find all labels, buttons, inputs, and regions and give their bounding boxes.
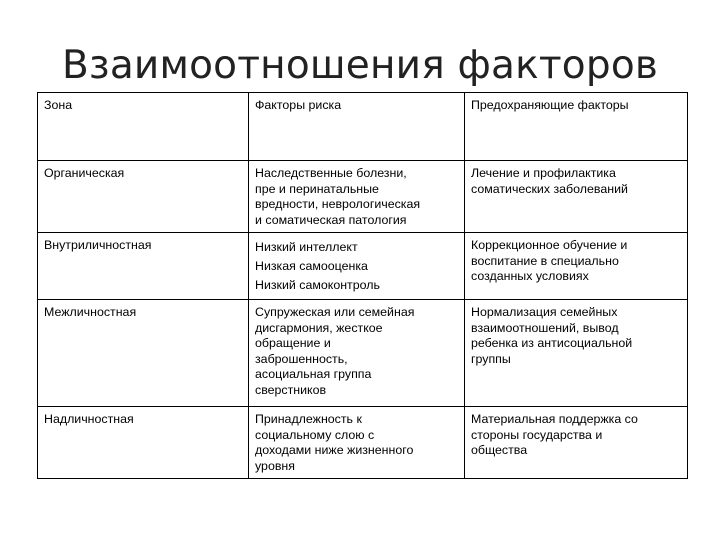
cell-line: Низкий самоконтроль	[255, 278, 380, 292]
risk-cell	[249, 300, 465, 407]
cell-line: взаимоотношений, вывод	[471, 320, 619, 335]
cell-line: сверстников	[255, 382, 327, 397]
cell-line: и соматическая патология	[255, 212, 407, 227]
header-risk-factors: Факторы риска	[249, 93, 465, 161]
cell-line: Материальная поддержка со	[471, 412, 638, 426]
zone-cell: Межличностная	[38, 300, 249, 407]
cell-line: ребенка из антисоциальной	[471, 336, 633, 350]
table-row	[38, 300, 688, 407]
cell-line: соматических заболеваний	[471, 181, 628, 196]
factors-table	[37, 92, 688, 479]
cell-line: Лечение и профилактика	[471, 166, 616, 180]
protective-cell	[465, 407, 688, 479]
cell-line: уровня	[255, 458, 295, 473]
cell-line: пре и перинатальные	[255, 181, 379, 196]
cell-line: Коррекционное обучение и	[471, 238, 628, 252]
cell-line: Супружеская или семейная	[255, 305, 415, 319]
header-protective-factors: Предохраняющие факторы	[465, 93, 688, 161]
cell-line: созданных условиях	[471, 269, 589, 283]
cell-line: социальному слою с	[255, 427, 375, 442]
cell-line: воспитание в специально	[471, 253, 619, 268]
table-row	[38, 161, 688, 233]
cell-line: Наследственные болезни,	[255, 166, 407, 180]
cell-line: доходами ниже жизненного	[255, 443, 414, 457]
cell-line: группы	[471, 351, 511, 366]
zone-cell: Надличностная	[38, 407, 249, 479]
cell-line: общества	[471, 443, 528, 457]
cell-line: Низкая самооценка	[255, 259, 368, 273]
cell-line: Принадлежность к	[255, 412, 362, 426]
risk-cell	[249, 161, 465, 233]
cell-line: заброшенность,	[255, 351, 348, 366]
cell-line: Нормализация семейных	[471, 305, 618, 319]
cell-line: стороны государства и	[471, 427, 603, 442]
protective-cell	[465, 233, 688, 300]
zone-cell: Органическая	[38, 161, 249, 233]
cell-line: вредности, неврологическая	[255, 197, 421, 211]
risk-cell	[249, 233, 465, 300]
risk-cell	[249, 407, 465, 479]
protective-cell	[465, 300, 688, 407]
table-header-row	[38, 93, 688, 161]
table-row	[38, 233, 688, 300]
header-zone: Зона	[38, 93, 249, 161]
slide-title: Взаимоотношения факторов	[61, 43, 659, 88]
cell-line: асоциальная группа	[255, 367, 372, 381]
table-row	[38, 407, 688, 479]
cell-line: дисгармония, жесткое	[255, 320, 383, 335]
protective-cell	[465, 161, 688, 233]
zone-cell: Внутриличностная	[38, 233, 249, 300]
cell-line: обращение и	[255, 336, 331, 350]
cell-line: Низкий интеллект	[255, 240, 358, 254]
